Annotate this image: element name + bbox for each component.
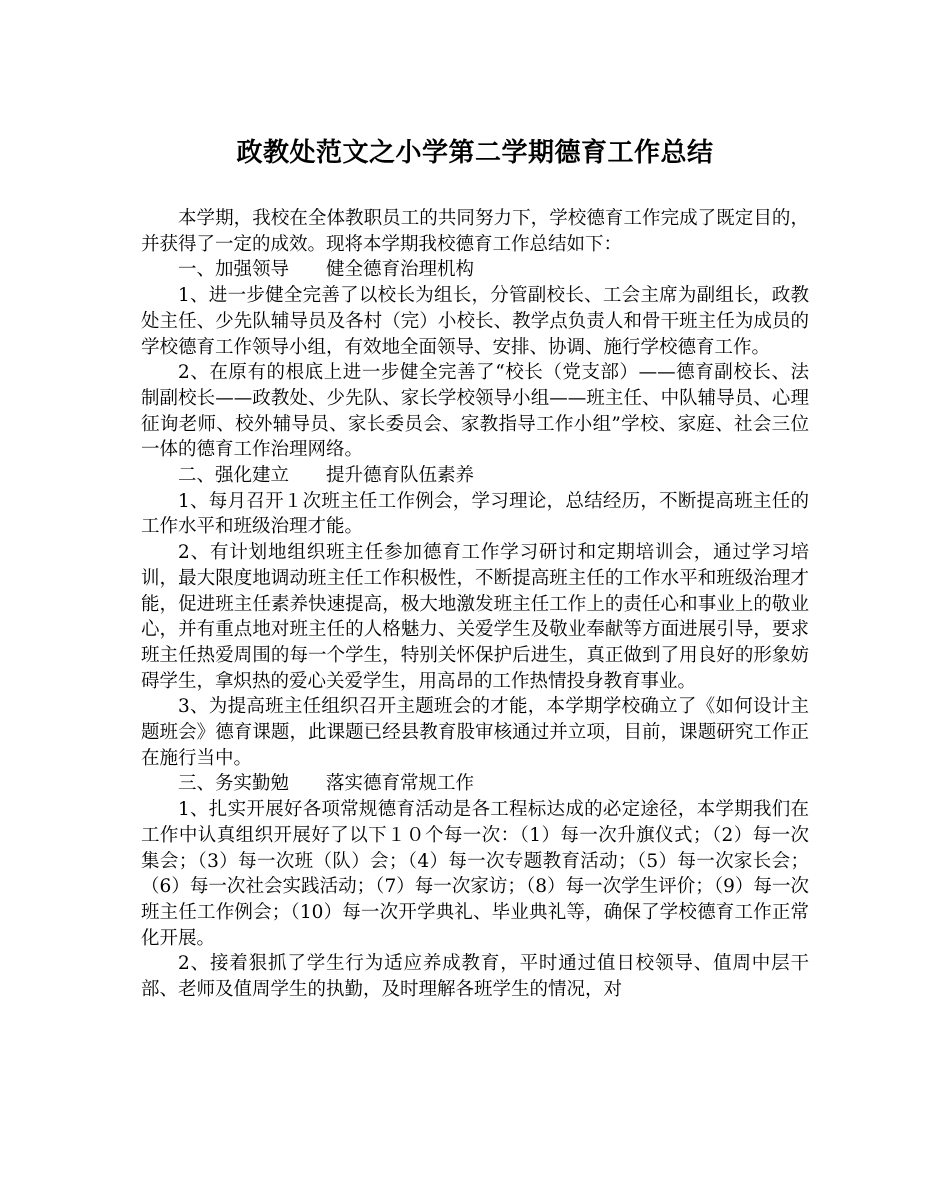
section-heading-2: 二、强化建立 提升德育队伍素养 (178, 465, 475, 487)
section-2-item-1: 1、每月召开１次班主任工作例会，学习理论，总结经历，不断提高班主任的工作水平和班级治理才能。 (141, 490, 809, 538)
section-2-item-3: 3、为提高班主任组织召开主题班会的才能，本学期学校确立了《如何设计主题班会》德育课题，此课题已经县教育股审核通过并立项，目前，课题研究工作正在施行当中。 (141, 696, 809, 769)
section-heading-1: 一、加强领导 健全德育治理机构 (178, 259, 475, 281)
section-3-item-2: 2、接着狠抓了学生行为适应养成教育，平时通过值日校领导、值周中层干部、老师及值周学生的执勤，及时理解各班学生的情况，对 (141, 953, 809, 1001)
section-heading-3: 三、务实勤勉 落实德育常规工作 (178, 773, 475, 795)
section-1-item-2: 2、在原有的根底上进一步健全完善了“校长（党支部）——德育副校长、法制副校长——政教处、少先队、家长学校领导小组——班主任、中队辅导员、心理征询老师、校外辅导员、家长委员会、家教指导工作小组”学校、家庭、社会三位一体的德育工作治理网络。 (141, 362, 809, 461)
intro-paragraph: 本学期，我校在全体教职员工的共同努力下，学校德育工作完成了既定目的，并获得了一定的成效。现将本学期我校德育工作总结如下： (141, 208, 809, 255)
section-2-item-2: 2、有计划地组织班主任参加德育工作学习研讨和定期培训会，通过学习培训，最大限度地调动班主任工作积极性，不断提高班主任的工作水平和班级治理才能，促进班主任素养快速提高，极大地激发班主任工作上的责任心和事业上的敬业心，并有重点地对班主任的人格魅力、关爱学生及敬业奉献等方面进展引导，要求班主任热爱周围的每一个学生，特别关怀保护后进生，真正做到了用良好的形象妨碍学生，拿炽热的爱心关爱学生，用高昂的工作热情投身教育事业。 (141, 542, 809, 692)
document-title: 政教处范文之小学第二学期德育工作总结 (236, 138, 714, 168)
document-body (141, 206, 809, 1003)
section-3-item-1: 1、扎实开展好各项常规德育活动是各工程标达成的必定途径，本学期我们在工作中认真组织开展好了以下１０个每一次：（1）每一次升旗仪式；（2）每一次集会；（3）每一次班（队）会；（4）每一次专题教育活动；（5）每一次家长会；（6）每一次社会实践活动；（7）每一次家访；（8）每一次学生评价；（9）每一次班主任工作例会；（10）每一次开学典礼、毕业典礼等，确保了学校德育工作正常化开展。 (141, 799, 809, 949)
section-1-item-1: 1、进一步健全完善了以校长为组长，分管副校长、工会主席为副组长，政教处主任、少先队辅导员及各村（完）小校长、教学点负责人和骨干班主任为成员的学校德育工作领导小组，有效地全面领导、安排、协调、施行学校德育工作。 (141, 285, 809, 358)
